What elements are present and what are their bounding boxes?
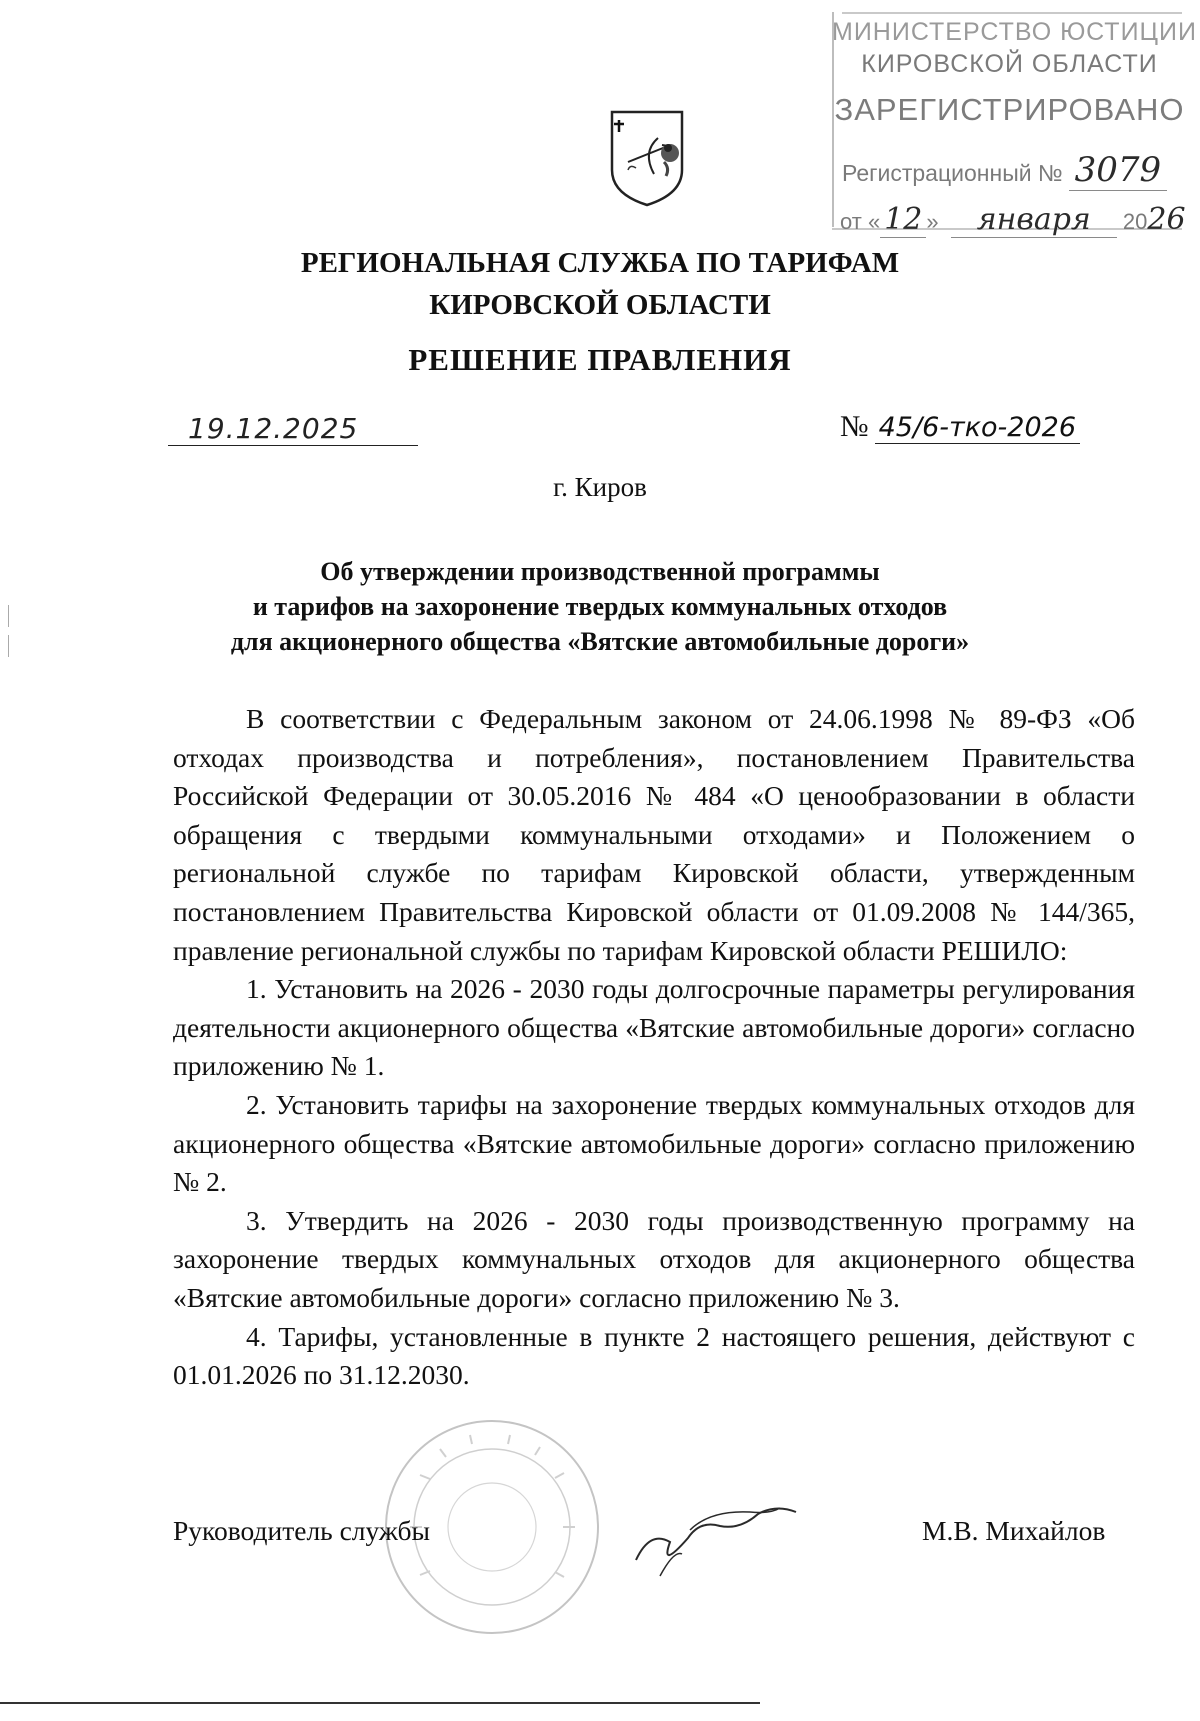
registration-stamp [832,10,1197,237]
bottom-rule [0,1702,760,1704]
stamp-year-prefix: 20 [1122,209,1148,234]
organization-name [0,242,1200,326]
number-label: № [840,410,869,443]
stamp-date-day: 12 [880,202,926,238]
stamp-reg-label: Регистрационный № [842,160,1063,186]
stamp-reg-number-line [842,150,1197,190]
organization-line-1: РЕГИОНАЛЬНАЯ СЛУЖБА ПО ТАРИФАМ [300,247,900,279]
title-line-1: Об утверждении производственной программы [320,557,880,586]
item-1-paragraph: 1. Установить на 2026 - 2030 годы долгосрочные параметры регулирования деятельности акционерного общества «Вятские автомобильные дороги» согласно приложению № 1. [173,973,1135,1082]
document-body [173,700,1135,1395]
stamp-date-month: января [951,202,1117,238]
title-line-3: для акционерного общества «Вятские автомобильные дороги» [230,627,970,656]
stamp-registered: ЗАРЕГИСТРИРОВАНО [834,92,1185,127]
document-type: РЕШЕНИЕ ПРАВЛЕНИЯ [408,342,792,377]
document-title [0,554,1200,659]
handwritten-signature-icon [630,1490,800,1580]
stamp-year-suffix: 26 [1147,202,1186,237]
document-date: 19.12.2025 [168,412,418,446]
organization-line-2: КИРОВСКОЙ ОБЛАСТИ [429,289,771,321]
document-number-line [840,410,1130,444]
title-line-2: и тарифов на захоронение твердых коммунальных отходов [252,592,948,621]
item-3-paragraph: 3. Утвердить на 2026 - 2030 годы производственную программу на захоронение твердых коммунальных отходов для акционерного общества «Вятские автомобильные дороги» согласно приложению № 3. [173,1204,1135,1313]
stamp-date-mid: » [926,209,939,234]
document-number: 45/6-тко-2026 [875,412,1080,444]
stamp-date-line [840,202,1195,237]
stamp-region: КИРОВСКОЙ ОБЛАСТИ [861,50,1158,78]
stamp-reg-number: 3079 [1069,150,1168,191]
item-2-paragraph: 2. Установить тарифы на захоронение твердых коммунальных отходов для акционерного общества «Вятские автомобильные дороги» согласно приложению № 2. [173,1088,1135,1198]
stamp-date-prefix: от « [840,209,881,234]
preamble-paragraph: В соответствии с Федеральным законом от 24.06.1998 № 89-ФЗ «Об отходах производства и потребления», постановлением Правительства Российской Федерации от 30.05.2016 № 484 «О ценообразовании в области обращения с твердыми коммунальными отходами» и Положением о региональной службе по тарифам Кировской области, утвержденным постановлением Правительства Кировской области от 01.09.2008 № 144/365, правление региональной службы по тарифам Кировской области РЕШИЛО: [173,703,1135,966]
signatory-position: Руководитель службы [173,1515,431,1546]
scan-margin-mark [8,635,9,657]
stamp-ministry: МИНИСТЕРСТВО ЮСТИЦИИ [832,18,1197,46]
signatory-name: М.В. Михайлов [922,1515,1106,1546]
item-4-paragraph: 4. Тарифы, установленные в пункте 2 настоящего решения, действуют с 01.01.2026 по 31.12.2030. [173,1320,1135,1391]
coat-of-arms-icon [608,108,686,208]
scan-margin-mark [8,605,9,627]
city: г. Киров [553,472,647,502]
